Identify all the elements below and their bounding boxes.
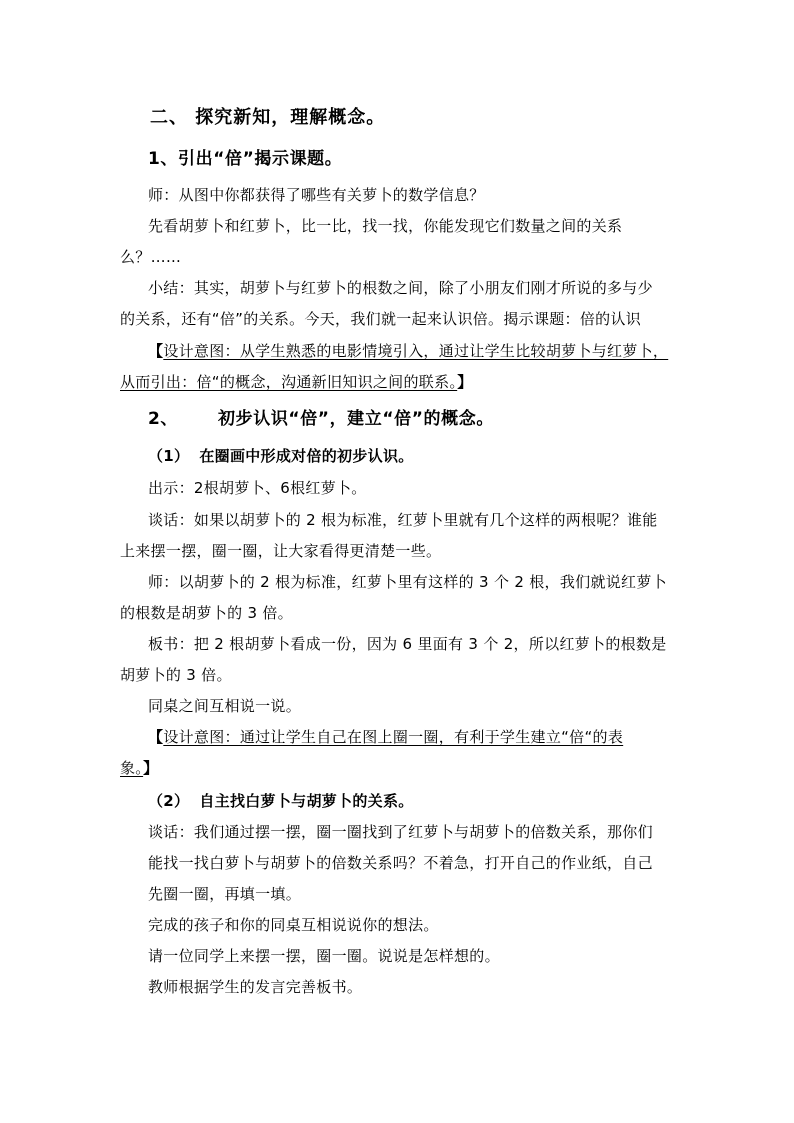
sub-heading-2-text: 自主找白萝卜与胡萝卜的关系。 bbox=[199, 792, 414, 810]
paragraph-teacher-question: 师：从图中你都获得了哪些有关萝卜的数学信息？ bbox=[148, 186, 485, 204]
paragraph-summary-line-1: 小结：其实，胡萝卜与红萝卜的根数之间，除了小朋友们刚才所说的多与少 bbox=[148, 279, 653, 297]
section-heading-2: 二、 探究新知，理解概念。 bbox=[150, 107, 386, 128]
paragraph-show: 出示：2根胡萝卜、6根红萝卜。 bbox=[148, 479, 367, 497]
design-note-1-text-b: 从而引出：倍“的概念，沟通新旧知识之间的联系。 bbox=[120, 373, 458, 391]
sub-heading-1-num: （1） bbox=[148, 447, 190, 465]
paragraph-invite: 请一位同学上来摆一摆，圈一圈。说说是怎样想的。 bbox=[148, 947, 500, 965]
sub-heading-1-text: 在圈画中形成对倍的初步认识。 bbox=[199, 447, 414, 465]
subsection-heading-2 bbox=[148, 408, 494, 430]
design-note-2-line-2 bbox=[120, 758, 158, 778]
paragraph-share: 完成的孩子和你的同桌互相说说你的想法。 bbox=[148, 916, 439, 934]
paragraph-talk2-line-1: 谈话：我们通过摆一摆，圈一圈找到了红萝卜与胡萝卜的倍数关系，那你们 bbox=[148, 823, 653, 841]
subsection-heading-1: 1、引出“倍”揭示课题。 bbox=[148, 149, 343, 169]
design-note-1-line-2 bbox=[120, 372, 473, 392]
design-note-1-line-1 bbox=[148, 341, 668, 361]
design-note-2-text-b: 象。 bbox=[120, 759, 144, 777]
subsection-heading-2-num: 2、 bbox=[148, 409, 179, 429]
paragraph-board-line-1: 板书：把 2 根胡萝卜看成一份，因为 6 里面有 3 个 2，所以红萝卜的根数是 bbox=[148, 635, 667, 653]
paragraph-talk-line-1: 谈话：如果以胡萝卜的 2 根为标准，红萝卜里就有几个这样的两根呢？谁能 bbox=[148, 511, 658, 529]
paragraph-compare-line-2: 么？…… bbox=[120, 248, 182, 266]
paragraph-improve-board: 教师根据学生的发言完善板书。 bbox=[148, 978, 363, 996]
paragraph-desk-mates: 同桌之间互相说一说。 bbox=[148, 697, 302, 715]
bracket-open: 【 bbox=[148, 342, 164, 360]
sub-heading-2 bbox=[148, 791, 414, 811]
subsection-heading-2-text: 初步认识“倍”，建立“倍”的概念。 bbox=[218, 409, 494, 429]
paragraph-compare-line-1: 先看胡萝卜和红萝卜，比一比，找一找，你能发现它们数量之间的关系 bbox=[148, 217, 623, 235]
paragraph-talk-line-2: 上来摆一摆，圈一圈，让大家看得更清楚一些。 bbox=[120, 542, 442, 560]
design-note-1-text-a: 设计意图：从学生熟悉的电影情境引入，通过让学生比较胡萝卜与红萝卜， bbox=[163, 342, 669, 360]
paragraph-teacher-line-1: 师：以胡萝卜的 2 根为标准，红萝卜里有这样的 3 个 2 根，我们就说红萝卜 bbox=[148, 573, 667, 591]
sub-heading-1 bbox=[148, 446, 414, 466]
paragraph-talk2-line-2: 能找一找白萝卜与胡萝卜的倍数关系吗？不着急，打开自己的作业纸，自己 bbox=[148, 854, 653, 872]
bracket-close: 】 bbox=[143, 759, 159, 777]
bracket-close: 】 bbox=[457, 373, 473, 391]
paragraph-board-line-2: 胡萝卜的 3 倍。 bbox=[120, 666, 232, 684]
bracket-open: 【 bbox=[148, 728, 164, 746]
paragraph-teacher-line-2: 的根数是胡萝卜的 3 倍。 bbox=[120, 604, 293, 622]
paragraph-talk2-line-3: 先圈一圈，再填一填。 bbox=[148, 885, 302, 903]
design-note-2-text-a: 设计意图：通过让学生自己在图上圈一圈，有利于学生建立“倍“的表 bbox=[163, 728, 624, 746]
paragraph-summary-line-2: 的关系，还有“倍”的关系。今天，我们就一起来认识倍。揭示课题：倍的认识 bbox=[120, 310, 642, 328]
design-note-2-line-1 bbox=[148, 727, 623, 747]
sub-heading-2-num: （2） bbox=[148, 792, 190, 810]
